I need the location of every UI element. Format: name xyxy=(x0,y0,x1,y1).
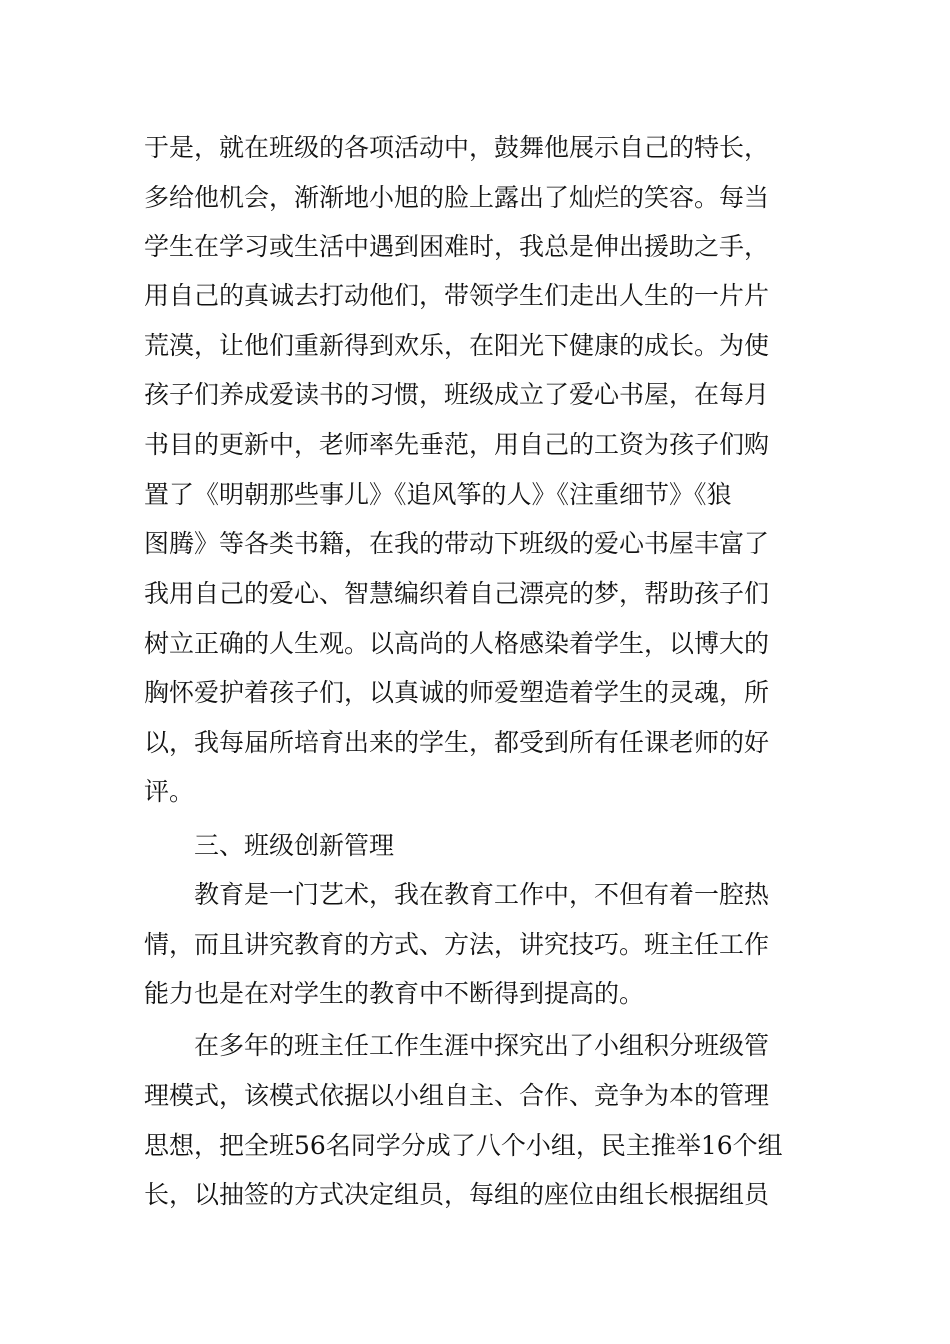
text-line: 学生在学习或生活中遇到困难时，我总是伸出援助之手， xyxy=(144,232,770,261)
text-line: 教育是一门艺术，我在教育工作中，不但有着一腔热 xyxy=(194,880,770,909)
text-line: 图腾》等各类书籍，在我的带动下班级的爱心书屋丰富了 xyxy=(144,529,770,558)
text-line: 多给他机会，渐渐地小旭的脸上露出了灿烂的笑容。每当 xyxy=(144,183,770,212)
text-line: 在多年的班主任工作生涯中探究出了小组积分班级管 xyxy=(194,1031,770,1060)
text-line: 孩子们养成爱读书的习惯，班级成立了爱心书屋，在每月 xyxy=(144,380,770,409)
text-line: 长，以抽签的方式决定组员，每组的座位由组长根据组员 xyxy=(144,1180,770,1209)
text-line: 评。 xyxy=(144,777,195,806)
text-line: 我用自己的爱心、智慧编织着自己漂亮的梦，帮助孩子们 xyxy=(144,579,770,608)
text-line: 思想，把全班56名同学分成了八个小组，民主推举16个组 xyxy=(144,1131,783,1160)
text-line: 情，而且讲究教育的方式、方法，讲究技巧。班主任工作 xyxy=(144,930,770,959)
text-line: 用自己的真诚去打动他们，带领学生们走出人生的一片片 xyxy=(144,281,770,310)
text-line: 书目的更新中，老师率先垂范，用自己的工资为孩子们购 xyxy=(144,430,770,459)
section-heading: 三、班级创新管理 xyxy=(194,831,395,860)
text-line: 荒漠，让他们重新得到欢乐，在阳光下健康的成长。为使 xyxy=(144,331,770,360)
text-line: 置了《明朝那些事儿》《追风筝的人》《注重细节》《狼 xyxy=(144,480,732,509)
text-line: 以，我每届所培育出来的学生，都受到所有任课老师的好 xyxy=(144,728,770,757)
text-line: 胸怀爱护着孩子们，以真诚的师爱塑造着学生的灵魂，所 xyxy=(144,678,770,707)
text-line: 理模式，该模式依据以小组自主、合作、竞争为本的管理 xyxy=(144,1081,770,1110)
text-line: 树立正确的人生观。以高尚的人格感染着学生，以博大的 xyxy=(144,629,770,658)
text-line: 于是，就在班级的各项活动中，鼓舞他展示自己的特长， xyxy=(144,133,770,162)
text-line: 能力也是在对学生的教育中不断得到提高的。 xyxy=(144,979,645,1008)
